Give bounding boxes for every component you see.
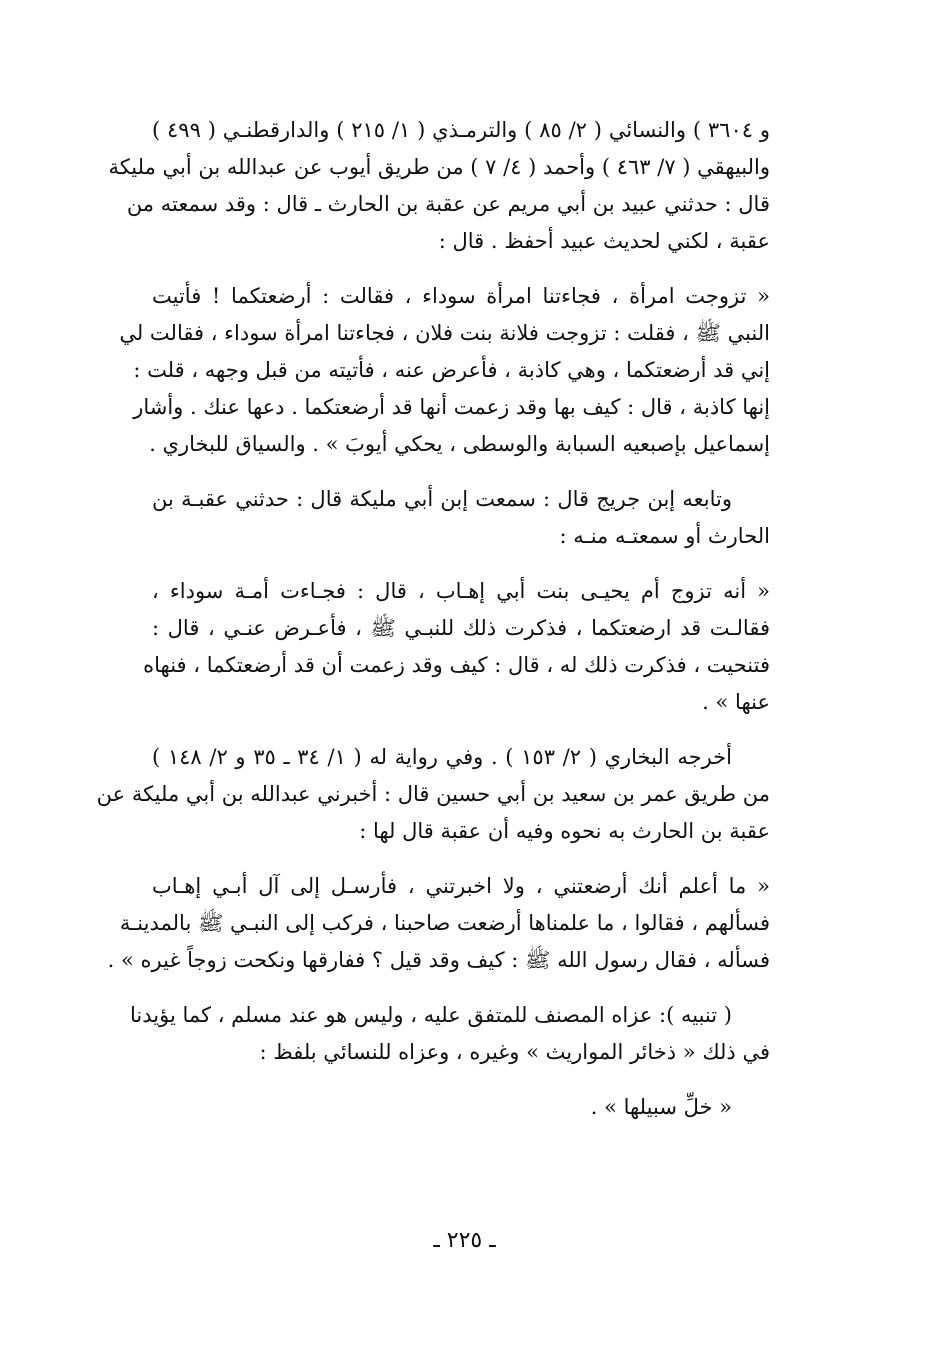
text-line: « تزوجت امرأة ، فجاءتنا امرأة سوداء ، فقالت : أرضعتكما ! فأتيت: [152, 284, 770, 308]
text-line: و ٣٦٠٤ ) والنسائي ( ٢/ ٨٥ ) والترمـذي ( ١/ ٢١٥ ) والدارقطنـي ( ٤٩٩ ): [152, 118, 770, 142]
text-line: « خلِّ سبيلها » .: [590, 1095, 732, 1119]
body-text: [96, 112, 770, 1144]
text-line: عقبة ، لكني لحديث عبيد أحفظ . قال :: [438, 229, 770, 253]
paragraph: [96, 739, 770, 850]
text-line: ( تنبيه ): عزاه المصنف للمتفق عليه ، وليس هو عند مسلم ، كما يؤيدنا: [130, 1003, 732, 1027]
text-line: إسماعيل بإصبعيه السبابة والوسطى ، يحكي أيوبَ » . والسياق للبخاري .: [149, 432, 770, 456]
text-line: فسألهم ، فقالوا ، ما علمناها أرضعت صاحبنا ، فركب إلى النبـي ﷺ بالمدينـة: [119, 911, 770, 935]
text-line: النبي ﷺ ، فقلت : تزوجت فلانة بنت فلان ، فجاءتنا امرأة سوداء ، فقالت لي: [119, 321, 770, 345]
paragraph: [143, 573, 770, 721]
text-line: فقالـت قد ارضعتكما ، فذكرت ذلك للنبـي ﷺ ، فأعـرض عنـي ، قال :: [152, 616, 770, 640]
paragraph: [152, 481, 770, 555]
text-line: « أنه تزوج أم يحيـى بنت أبي إهـاب ، قال : فجـاءت أمـة سوداء ،: [152, 579, 770, 603]
text-line: والبيهقي ( ٧/ ٤٦٣ ) وأحمد ( ٤/ ٧ ) من طريق أيوب عن عبدالله بن أبي مليكة: [108, 155, 770, 179]
text-line: في ذلك « ذخائر المواريث » وغيره ، وعزاه للنسائي بلفظ :: [259, 1040, 770, 1064]
paragraph: [107, 868, 770, 979]
text-line: عقبة بن الحارث به نحوه وفيه أن عقبة قال لها :: [359, 819, 770, 843]
paragraph: [152, 1089, 770, 1126]
text-line: وتابعه إبن جريج قال : سمعت إبن أبي مليكة قال : حدثني عقبـة بن: [152, 487, 732, 511]
text-line: عنها » .: [702, 690, 770, 714]
page-number: ـ ٢٢٥ ـ: [433, 1228, 496, 1253]
paragraph: [119, 278, 770, 463]
text-line: « ما أعلم أنك أرضعتني ، ولا اخبرتني ، فأرسـل إلى آل أبـي إهـاب: [152, 874, 770, 898]
paragraph: [130, 997, 770, 1071]
text-line: فسأله ، فقال رسول الله ﷺ : كيف وقد قيل ؟ ففارقها ونكحت زوجاً غيره » .: [107, 948, 770, 972]
text-line: الحارث أو سمعتـه منـه :: [559, 524, 770, 548]
text-line: قال : حدثني عبيد بن أبي مريم عن عقبة بن الحارث ـ قال : وقد سمعته من: [126, 192, 770, 216]
text-line: فتنحيت ، فذكرت ذلك له ، قال : كيف وقد زعمت أن قد أرضعتكما ، فنهاه: [143, 653, 770, 677]
text-line: من طريق عمر بن سعيد بن أبي حسين قال : أخبرني عبدالله بن أبي مليكة عن: [96, 782, 770, 806]
text-line: إني قد أرضعتكما ، وهي كاذبة ، فأعرض عنه ، فأتيته من قبل وجهه ، قلت :: [133, 358, 770, 382]
text-line: إنها كاذبة ، قال : كيف بها وقد زعمت أنها قد أرضعتكما . دعها عنك . وأشار: [133, 395, 770, 419]
paragraph: [108, 112, 770, 260]
text-line: أخرجه البخاري ( ٢/ ١٥٣ ) . وفي رواية له ( ١/ ٣٤ ـ ٣٥ و ٢/ ١٤٨ ): [152, 745, 732, 769]
